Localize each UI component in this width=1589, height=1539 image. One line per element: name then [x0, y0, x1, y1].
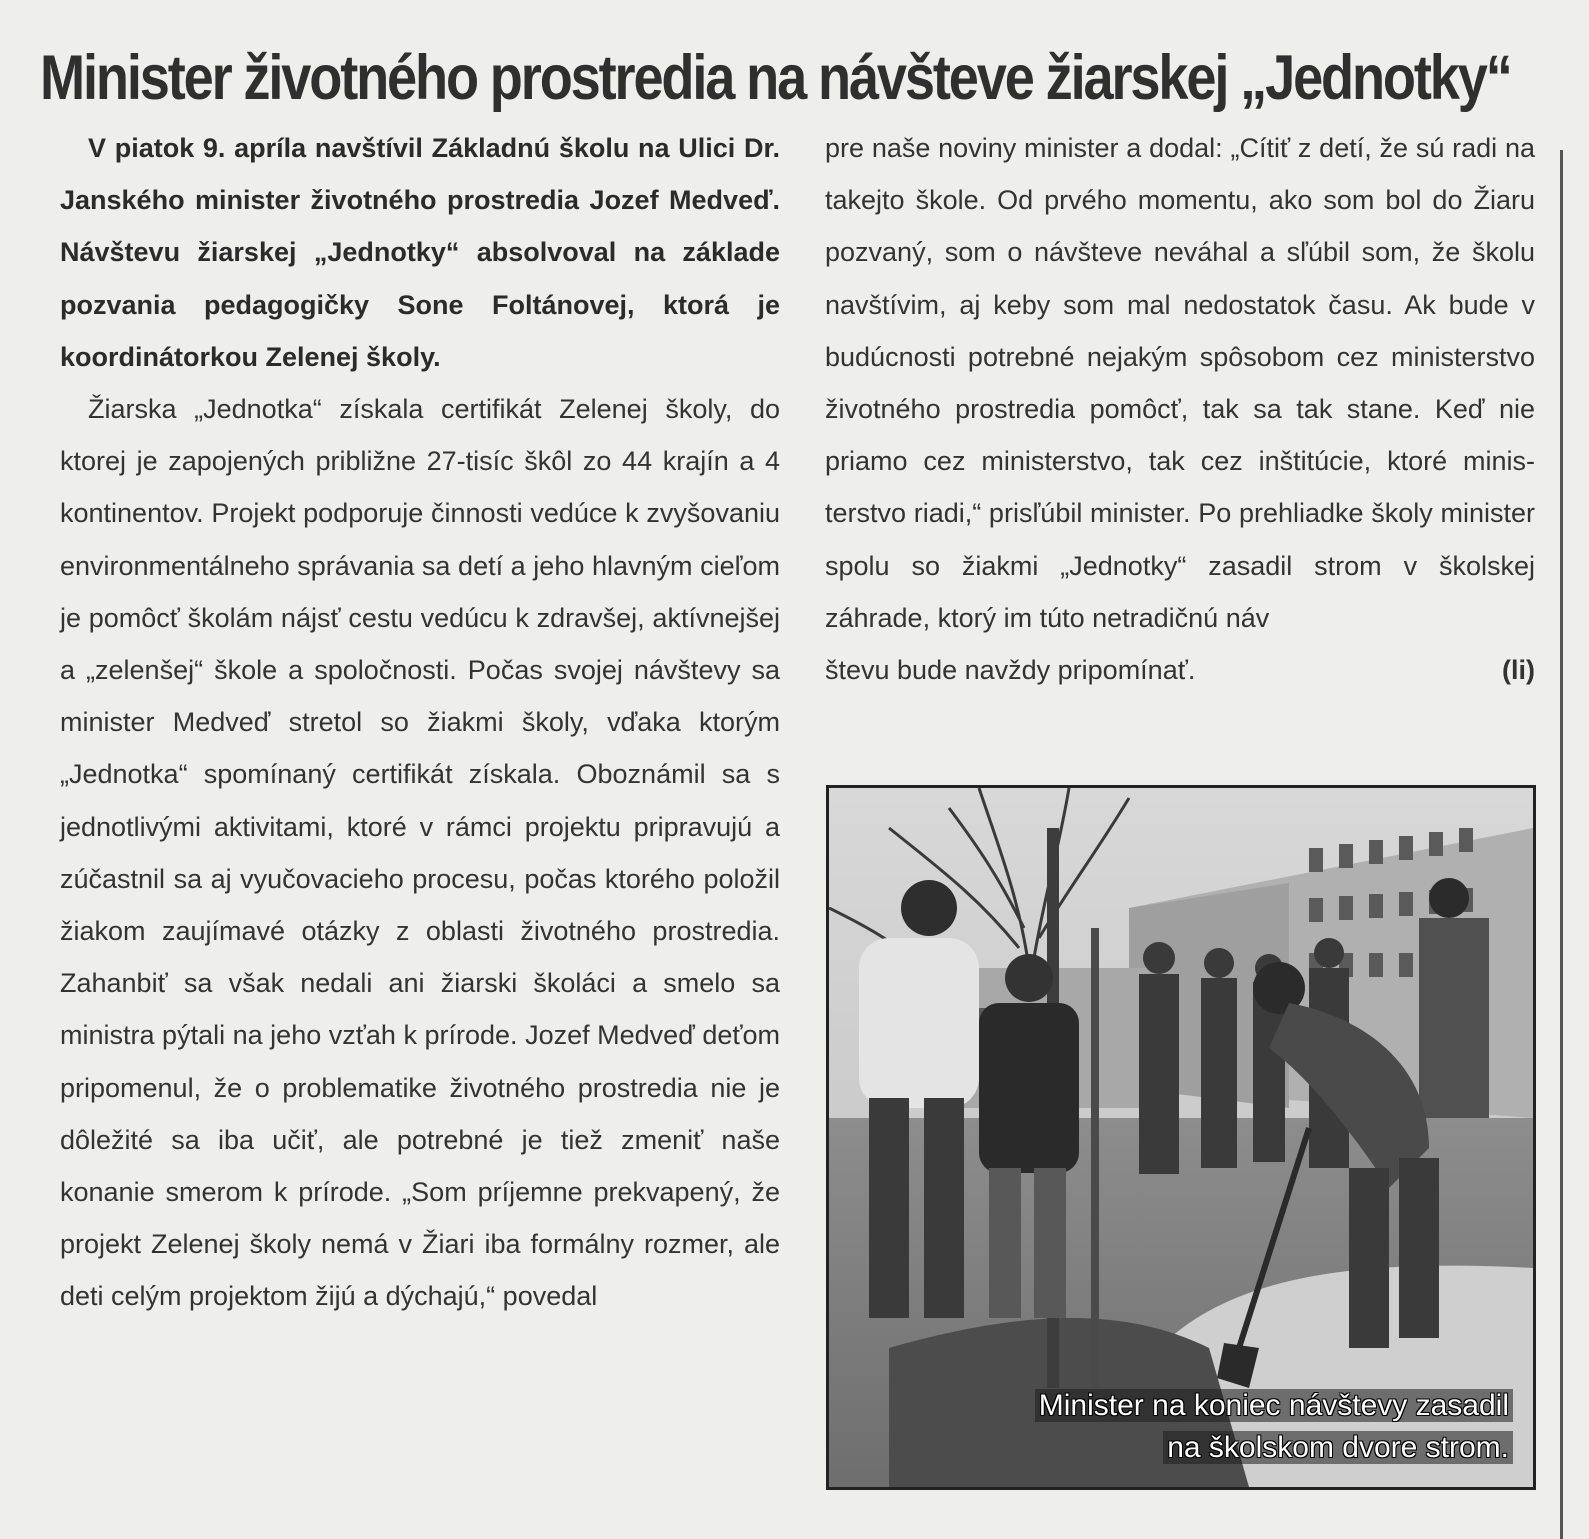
closing-line: [825, 644, 1535, 696]
caption-line-2: na školskom dvore strom.: [1163, 1431, 1513, 1464]
photo-caption: [1035, 1385, 1513, 1469]
article-lead: V piatok 9. apríla navštívil Základnú školu na Ulici Dr. Janského minister životného prostredia Jozef Medveď. Návštevu žiarskej „Jednotky“ absolvoval na základe pozvania pedagogičky Sone Foltánovej, ktorá je koordinátorkou Zelenej školy.: [60, 133, 780, 372]
article-body-right-last: števu bude navždy pripomínať.: [825, 655, 1196, 686]
left-column: [60, 122, 780, 1323]
caption-line-1: Minister na koniec návštevy zasadil: [1035, 1389, 1513, 1422]
article-headline: Minister životného prostredia na návšteve žiarskej „Jednotky“: [40, 43, 1511, 113]
column-rule: [1560, 150, 1563, 1539]
article-photo: [826, 785, 1536, 1490]
tree-planting-photo: [829, 788, 1533, 1487]
author-signature: (li): [1502, 655, 1535, 686]
right-column: [825, 122, 1535, 696]
article-body-right: pre naše noviny minister a dodal: „Cítiť z detí, že sú radi na takejto škole. Od prvého momentu, ako som bol do Žiaru pozvaný, som o návšteve neváhal a sľúbil som, že školu navštívim, aj keby som mal nedostatok času. Ak bude v budúcnosti potrebné nejakým spôsobom cez ministerstvo životného prostredia pomôcť, tak sa tak stane. Keď nie priamo cez ministerstvo, tak cez inštitúcie, ktoré ministerstvo riadi,“ prisľúbil minister. Po prehliadke školy minister spolu so žiakmi „Jednotky“ zasadil strom v školskej záhrade, ktorý im túto netradičnú náv: [825, 133, 1535, 633]
article-body-left: Žiarska „Jednotka“ získala certifikát Zelenej školy, do ktorej je zapojených približne 27-tisíc škôl zo 44 krajín a 4 kontinentov. Projekt podporuje činnosti vedúce k zvyšovaniu environmentálneho správania sa detí a jeho hlavným cieľom je pomôcť školám nájsť cestu vedúcu k zdravšej, aktívnejšej a „zelenšej“ škole a spoločnosti. Počas svojej návštevy sa minister Medveď stretol so žiakmi školy, vďaka ktorým „Jednotka“ spomínaný certifikát získala. Oboznámil sa s jednotlivými aktivitami, ktoré v rámci projektu pripravujú a zúčastnil sa aj vyučovacieho procesu, počas ktorého položil žiakom zaujímavé otázky z oblasti životného prostredia. Zahanbiť sa však nedali ani žiarski školáci a smelo sa ministra pýtali na jeho vzťah k prírode. Jozef Medveď deťom pripomenul, že o problematike životného prostredia nie je dôležité sa iba učiť, ale potrebné je tiež zmeniť naše konanie smerom k prírode. „Som príjemne prekvapený, že projekt Zelenej školy nemá v Žiari iba formálny rozmer, ale deti celým projektom žijú a dýchajú,“ povedal: [60, 394, 780, 1312]
